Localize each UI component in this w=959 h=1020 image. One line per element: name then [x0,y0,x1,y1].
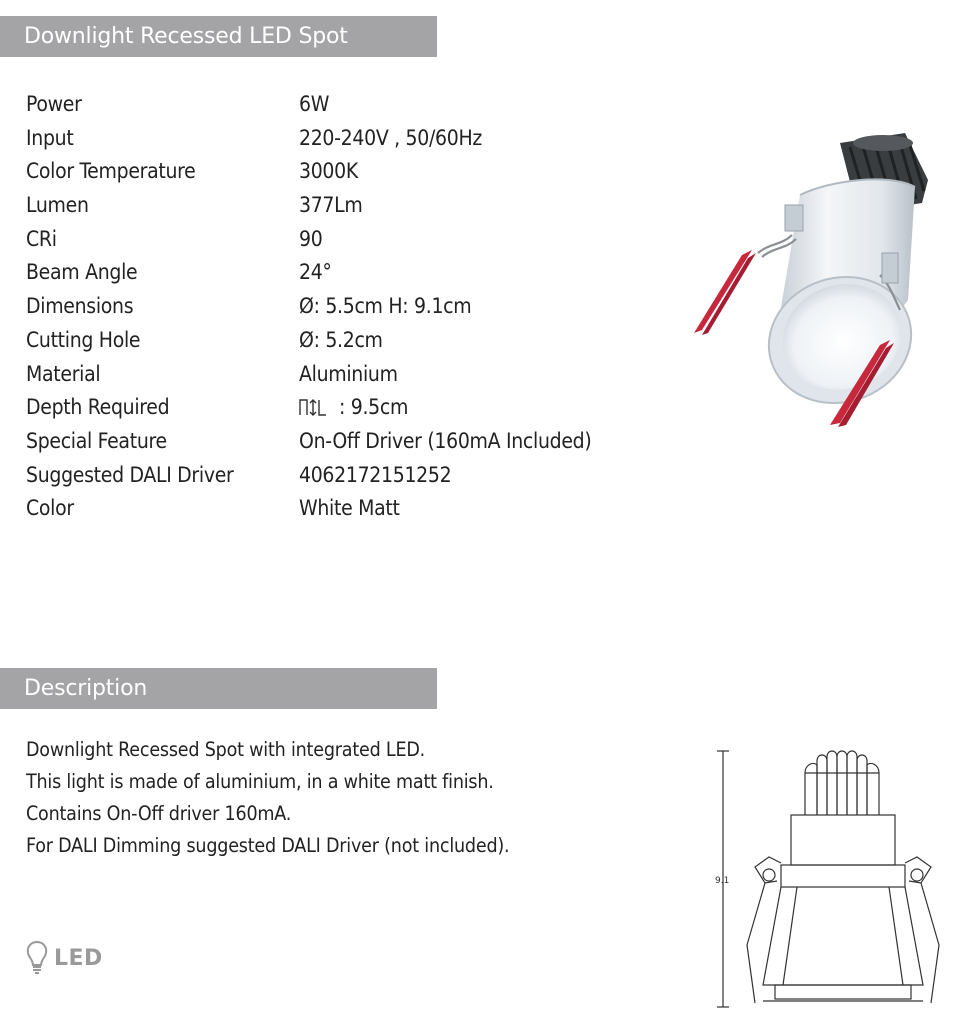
page-title: Downlight Recessed LED Spot [24,24,348,49]
spec-label: Suggested DALI Driver [26,462,234,487]
spec-label: Input [26,125,74,150]
spec-label: Depth Required [26,395,170,420]
depth-value: : 9.5cm [339,395,409,420]
spec-label: Material [26,361,101,386]
description-line: For DALI Dimming suggested DALI Driver (not included). [26,834,510,857]
spec-value: 24° [299,260,332,285]
description-line: Contains On-Off driver 160mA. [26,802,292,825]
section-header-description [0,668,437,709]
spec-value: On-Off Driver (160mA Included) [299,428,592,453]
spec-label: Beam Angle [26,260,138,285]
product-image [690,125,930,430]
spec-label: Lumen [26,193,89,218]
spec-value: 377Lm [299,193,363,218]
led-badge [26,940,103,976]
spec-value: Ø: 5.2cm [299,327,383,352]
description-title: Description [24,676,148,701]
bulb-icon [26,940,48,976]
spec-value: White Matt [299,496,400,521]
spec-value: Aluminium [299,361,398,386]
spec-label: Color [26,496,74,521]
spec-value: 220-240V , 50/60Hz [299,125,483,150]
depth-icon [299,397,333,417]
description-body [26,738,509,866]
spec-label: Special Feature [26,428,167,453]
description-line: This light is made of aluminium, in a white matt finish. [26,770,494,793]
description-line: Downlight Recessed Spot with integrated LED. [26,738,426,761]
spec-label: Color Temperature [26,159,196,184]
spec-value: 6W [299,92,330,116]
spec-value: 4062172151252 [299,462,452,487]
spec-value: 3000K [299,159,358,184]
spec-label: CRi [26,226,57,251]
section-header-specs [0,16,437,57]
spec-label: Power [26,92,82,116]
spec-label: Dimensions [26,294,134,319]
technical-drawing [705,745,955,1015]
height-dimension-label: 9.1 [715,876,730,886]
spec-label: Cutting Hole [26,327,141,352]
led-label: LED [54,945,103,971]
spec-value: Ø: 5.5cm H: 9.1cm [299,294,472,319]
spec-value-depth [299,395,408,419]
spec-value: 90 [299,226,323,251]
